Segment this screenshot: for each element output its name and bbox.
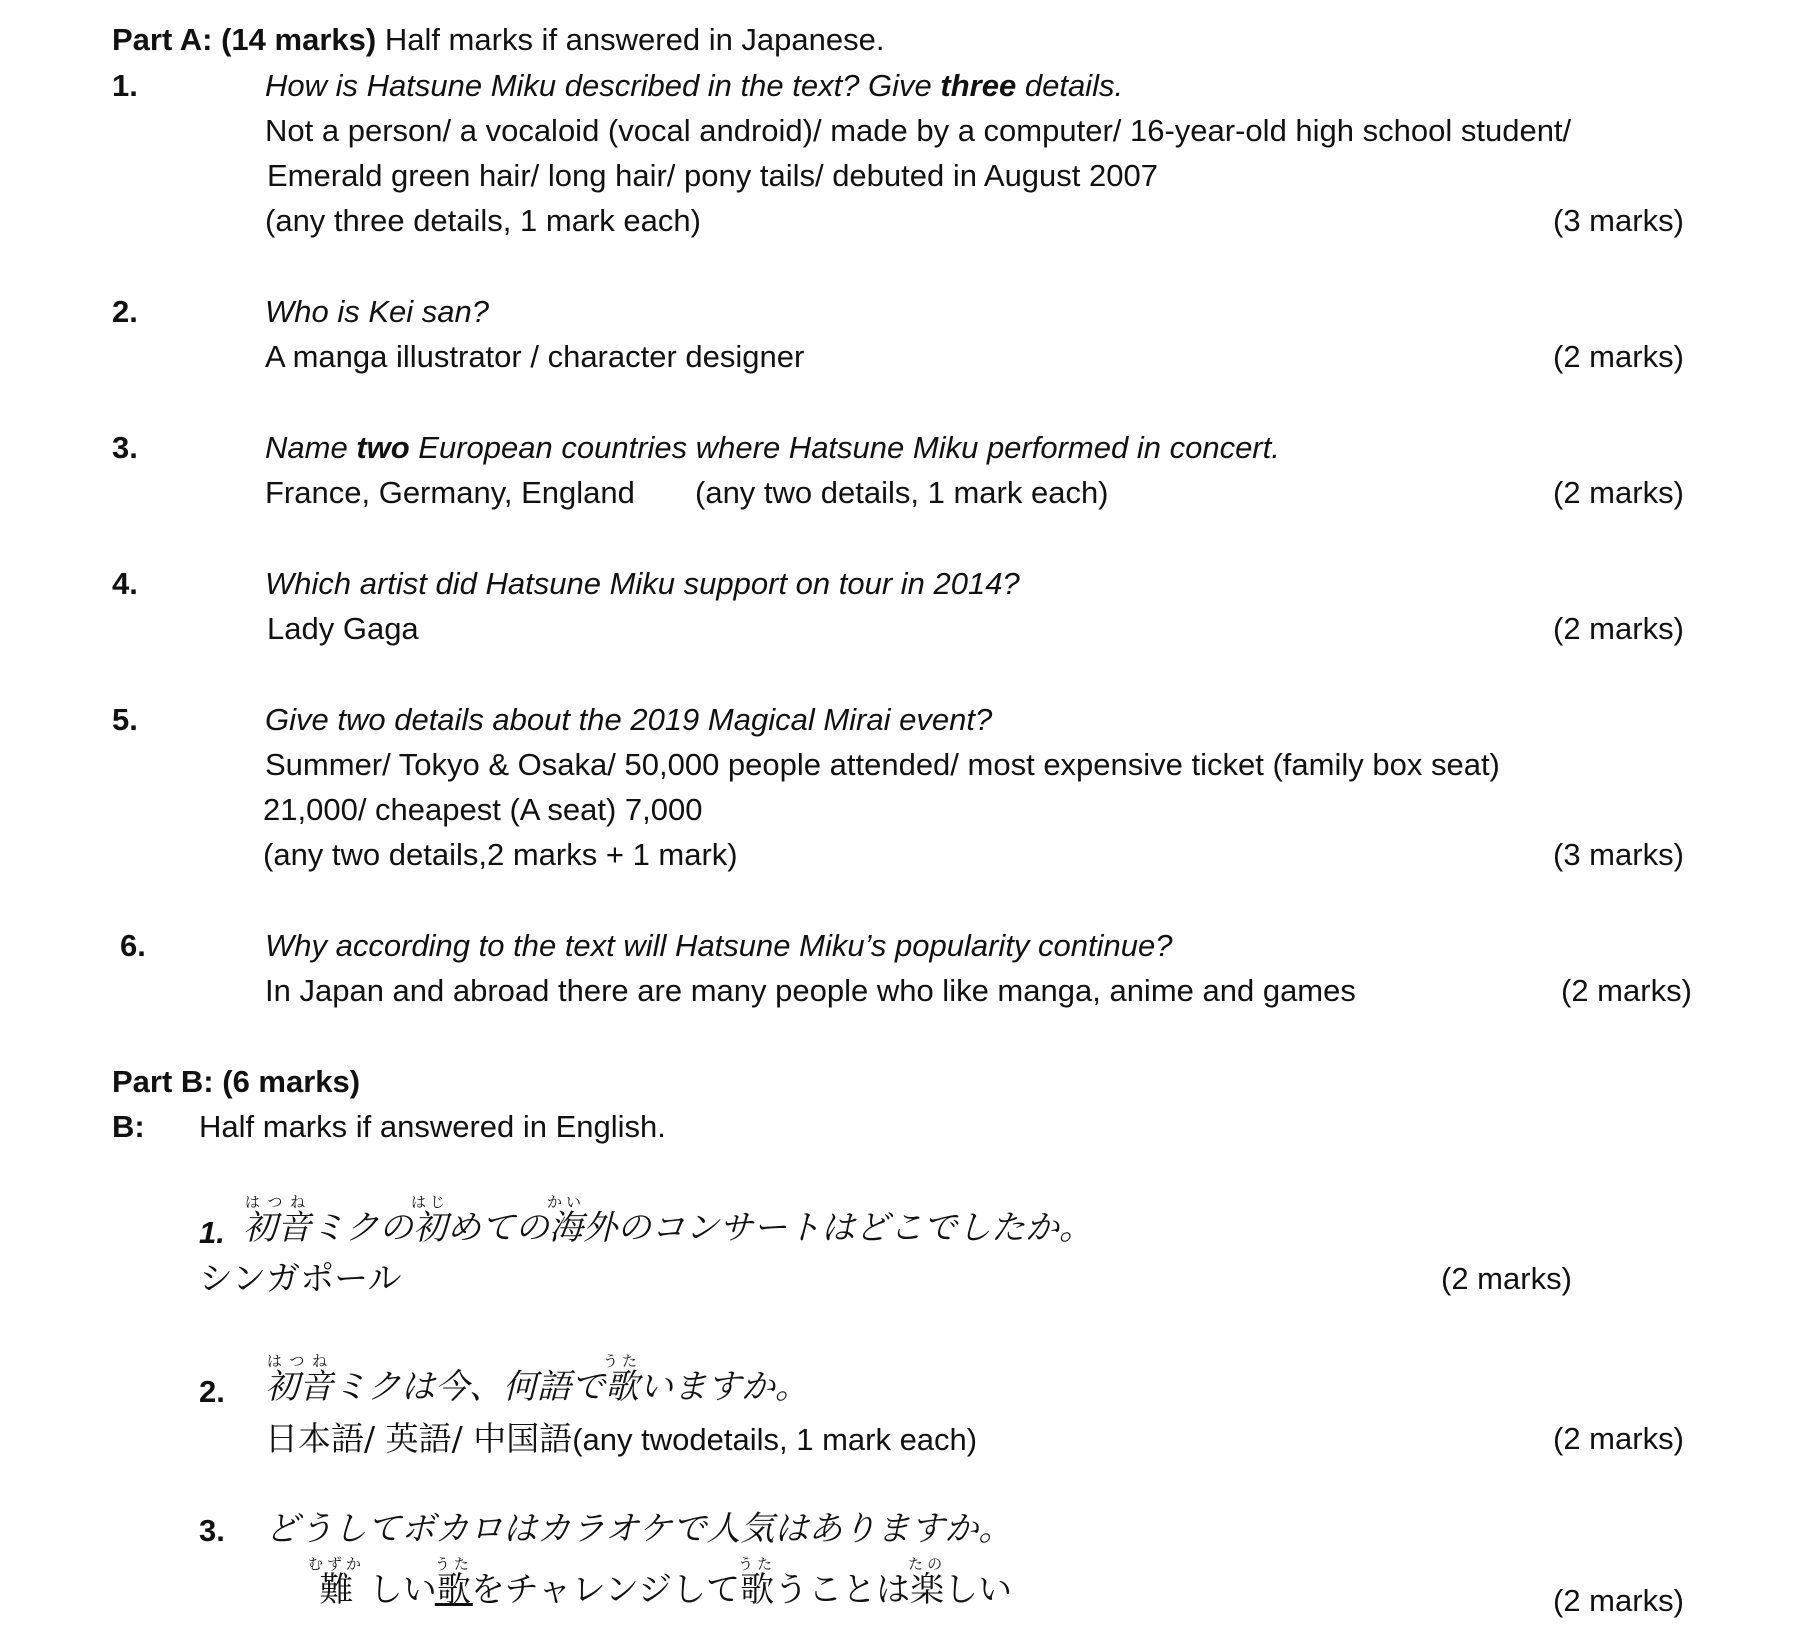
ruby-word [603, 1352, 642, 1407]
answer-line: 21,000/ cheapest (A seat) 7,000 [263, 792, 703, 827]
part-a-heading: Part A: (14 marks) [112, 22, 377, 57]
answer-line [265, 1419, 978, 1458]
kanji: 初 [411, 1208, 449, 1248]
answer-line: A manga illustrator / character designer [265, 339, 805, 374]
kana-text: をチャレンジして [470, 1570, 741, 1610]
answer-line: Summer/ Tokyo & Osaka/ 50,000 people attended/ most expensive ticket (family box seat) [265, 747, 1500, 782]
kanji-underlined: 歌 [434, 1570, 473, 1610]
kana-text: いますか。 [639, 1367, 809, 1407]
marks-label: (2 marks) [1553, 475, 1684, 510]
question-emphasis: three [940, 68, 1017, 103]
part-a-header [112, 24, 885, 55]
part-b-label: B: [112, 1109, 145, 1144]
answer-line: シンガポール [199, 1259, 402, 1299]
question-number: 6. [120, 928, 146, 963]
question-text-jp [243, 1193, 1093, 1255]
marks-label: (2 marks) [1561, 973, 1692, 1008]
answer-line: Lady Gaga [267, 611, 419, 646]
furigana: はつね [243, 1193, 311, 1211]
question-text-jp: どうしてボカロはカラオケで人気はありますか。 [265, 1509, 1013, 1549]
question-text: Why according to the text will Hatsune Miku’s popularity continue? [265, 928, 1173, 963]
part-b-note: Half marks if answered in English. [199, 1109, 666, 1144]
furigana: むずか [308, 1555, 366, 1573]
ruby-word [434, 1555, 473, 1610]
kana-text: 外のコンサートはどこでしたか。 [583, 1208, 1093, 1248]
question-text [265, 432, 1280, 463]
question-number: 2. [199, 1374, 225, 1409]
kanji: 難 [308, 1570, 365, 1610]
ruby-word [243, 1193, 311, 1248]
marks-label: (3 marks) [1553, 837, 1684, 872]
answer-jp: 日本語/ 英語/ 中国語 [265, 1419, 573, 1458]
ruby-word [738, 1555, 777, 1610]
kana-text: めての [447, 1208, 549, 1248]
ruby-word [308, 1555, 366, 1610]
question-text: Who is Kei san? [265, 294, 489, 329]
marks-label: (3 marks) [1553, 203, 1684, 238]
kanji: 楽 [908, 1570, 947, 1610]
question-number: 3. [199, 1513, 225, 1548]
kanji: 初音 [265, 1367, 333, 1407]
ruby-word [547, 1193, 586, 1248]
furigana: うた [434, 1555, 473, 1573]
kana-text: しい [358, 1570, 437, 1610]
answer-line: France, Germany, England [265, 475, 635, 510]
kanji: 歌 [738, 1570, 777, 1610]
kanji: 歌 [603, 1367, 641, 1407]
question-number: 1. [112, 68, 138, 103]
answer-line: (any two details,2 marks + 1 mark) [263, 837, 738, 872]
answer-line: (any two details, 1 mark each) [695, 475, 1109, 510]
answer-en: (any twodetails, 1 mark each) [572, 1422, 978, 1457]
question-text-jp [265, 1352, 809, 1414]
ruby-word [908, 1555, 947, 1610]
part-a-note: Half marks if answered in Japanese. [384, 22, 885, 57]
question-text [265, 70, 1123, 101]
furigana: はつね [265, 1352, 333, 1370]
furigana: はじ [411, 1193, 450, 1211]
furigana: かい [547, 1193, 586, 1211]
answer-line: Emerald green hair/ long hair/ pony tails/ debuted in August 2007 [267, 158, 1158, 193]
marks-label: (2 marks) [1553, 1421, 1684, 1456]
marks-label: (2 marks) [1441, 1261, 1572, 1296]
ruby-word [411, 1193, 450, 1248]
furigana: うた [603, 1352, 642, 1370]
kanji: 初音 [243, 1208, 311, 1248]
question-text-part: How is Hatsune Miku described in the text? Give [265, 68, 941, 103]
question-text-part: Name [265, 430, 357, 465]
kana-text: うことは [774, 1570, 911, 1610]
question-text-part: European countries where Hatsune Miku performed in concert. [409, 430, 1280, 465]
question-number: 5. [112, 702, 138, 737]
question-number: 4. [112, 566, 138, 601]
question-text-part: details. [1016, 68, 1124, 103]
question-text: Give two details about the 2019 Magical Mirai event? [265, 702, 993, 737]
ruby-word [265, 1352, 333, 1407]
marks-label: (2 marks) [1553, 339, 1684, 374]
question-number: 2. [112, 294, 138, 329]
answer-line [308, 1555, 1012, 1617]
marks-label: (2 marks) [1553, 1583, 1684, 1618]
question-text: Which artist did Hatsune Miku support on tour in 2014? [265, 566, 1020, 601]
kana-text: しい [944, 1570, 1013, 1610]
kana-text: ミクは今、何語で [333, 1367, 605, 1407]
question-number: 3. [112, 430, 138, 465]
answer-line: (any three details, 1 mark each) [265, 203, 701, 238]
question-number: 1. [199, 1215, 225, 1250]
part-b-heading: Part B: (6 marks) [112, 1064, 361, 1099]
marks-label: (2 marks) [1553, 611, 1684, 646]
kanji: 海 [547, 1208, 585, 1248]
question-emphasis: two [356, 430, 410, 465]
answer-line: In Japan and abroad there are many people who like manga, anime and games [265, 973, 1356, 1008]
furigana: うた [738, 1555, 777, 1573]
furigana: たの [908, 1555, 947, 1573]
answer-line: Not a person/ a vocaloid (vocal android)/ made by a computer/ 16-year-old high school student/ [265, 113, 1572, 148]
kana-text: ミクの [311, 1208, 413, 1248]
